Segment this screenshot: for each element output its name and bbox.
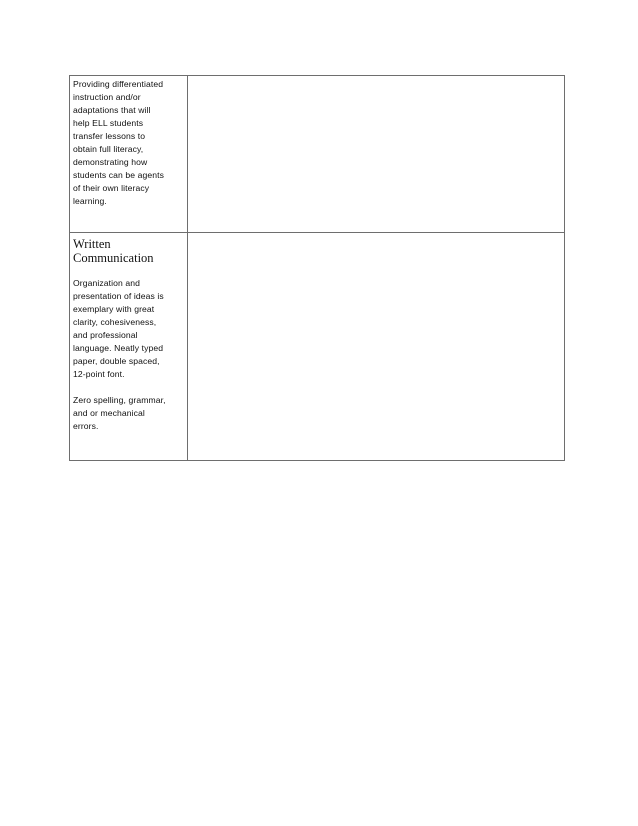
- notes-cell-differentiated-instruction: [188, 76, 565, 233]
- criteria-paragraph-2: Zero spelling, grammar, and or mechanical errors.: [73, 395, 166, 431]
- table-row: [70, 233, 565, 461]
- notes-cell-written-communication: [188, 233, 565, 461]
- criteria-text: Providing differentiated instruction and/or adaptations that will help ELL students transfer lessons to obtain full literacy, demonstrating how students can be agents of their own literacy learning.: [73, 79, 165, 206]
- criteria-cell-written-communication: [70, 233, 188, 461]
- rubric-table: [69, 75, 565, 461]
- table-row: [70, 76, 565, 233]
- criteria-heading: Written Communication: [73, 237, 154, 265]
- criteria-cell-differentiated-instruction: [70, 76, 188, 233]
- criteria-paragraph-1: Organization and presentation of ideas is exemplary with great clarity, cohesiveness, and professional language. Neatly typed paper, double spaced, 12-point font.: [73, 278, 164, 379]
